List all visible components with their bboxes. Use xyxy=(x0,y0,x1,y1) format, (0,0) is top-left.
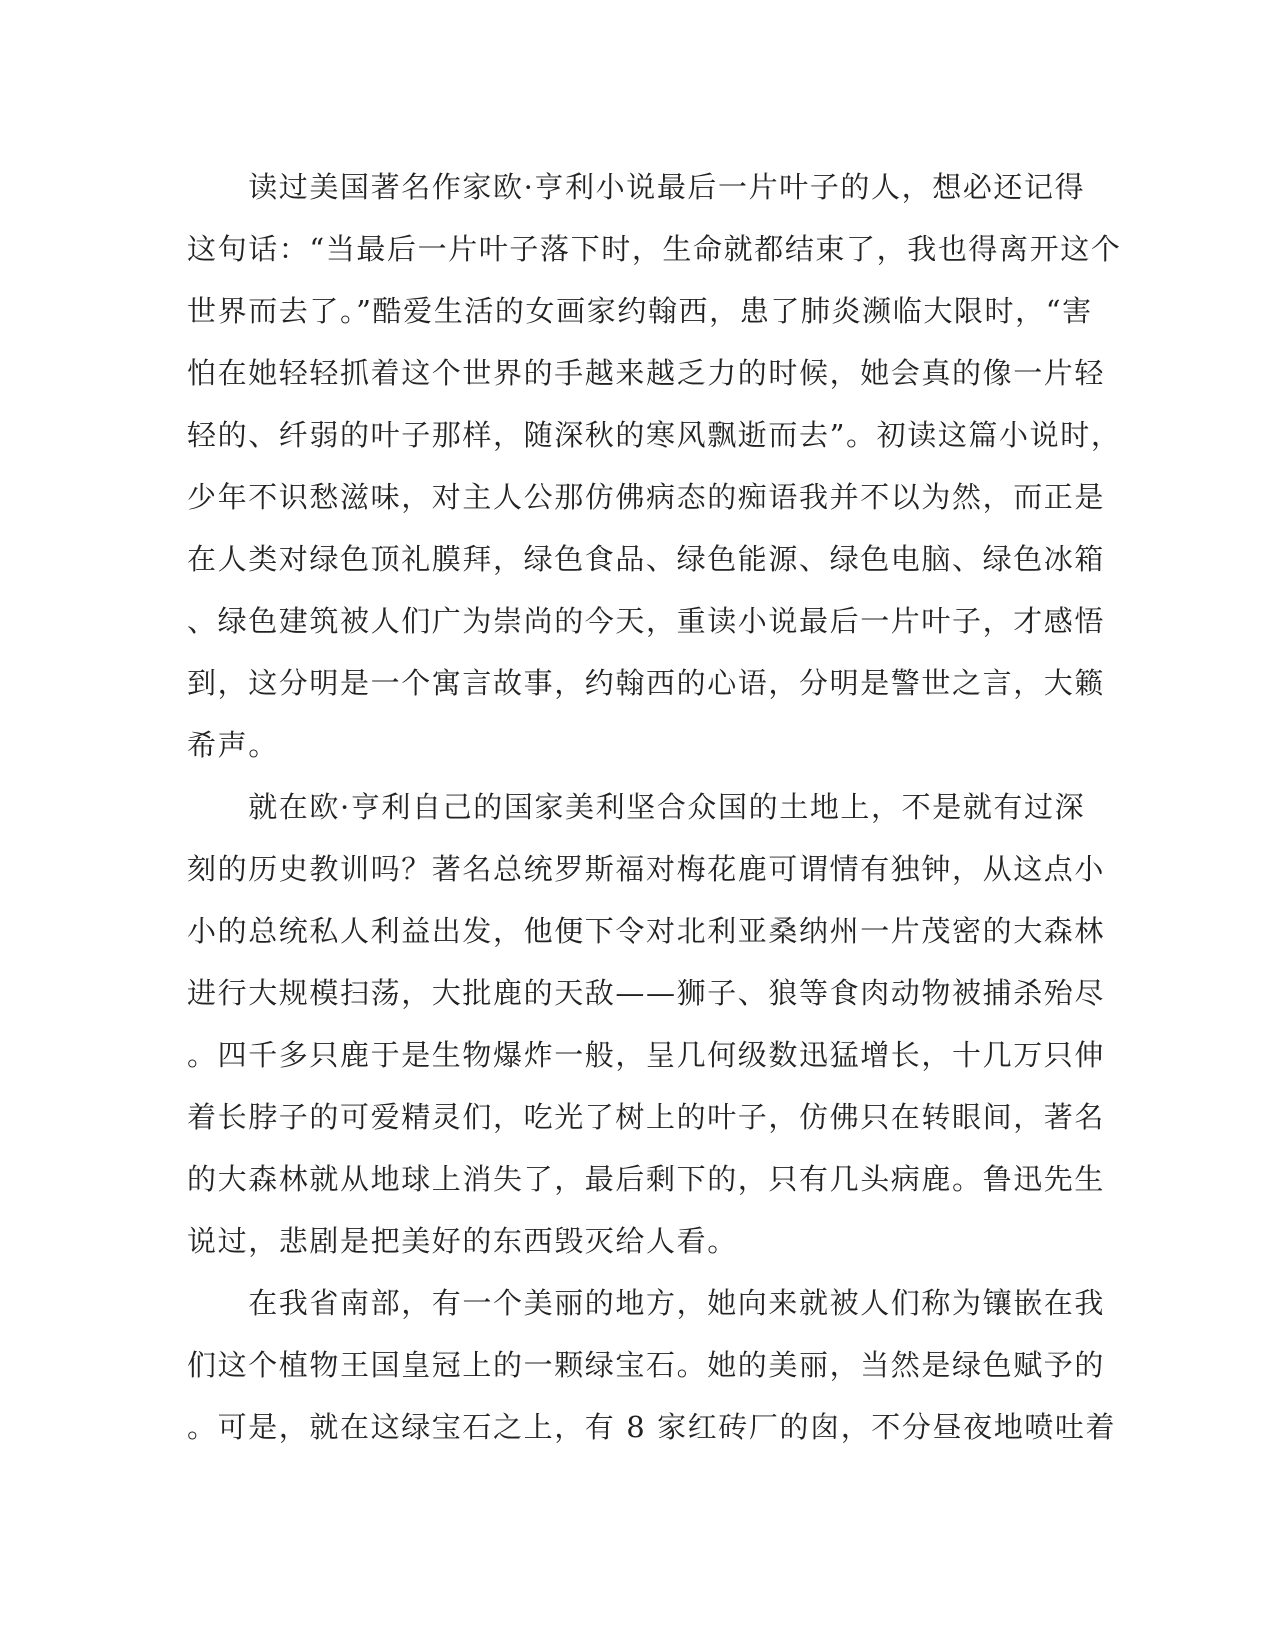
text-line: 。可是，就在这绿宝石之上，有 8 家红砖厂的囱，不分昼夜地喷吐着 xyxy=(187,1410,1117,1444)
text-line: 、绿色建筑被人们广为崇尚的今天，重读小说最后一片叶子，才感悟 xyxy=(187,604,1106,638)
text-line: 在人类对绿色顶礼膜拜，绿色食品、绿色能源、绿色电脑、绿色冰箱 xyxy=(187,542,1106,576)
text-line: 轻的、纤弱的叶子那样，随深秋的寒风飘逝而去”。初读这篇小说时， xyxy=(187,418,1122,452)
text-line: 说过，悲剧是把美好的东西毁灭给人看。 xyxy=(187,1224,738,1258)
text-line: 的大森林就从地球上消失了，最后剩下的，只有几头病鹿。鲁迅先生 xyxy=(187,1162,1106,1196)
text-line: 怕在她轻轻抓着这个世界的手越来越乏力的时候，她会真的像一片轻 xyxy=(187,356,1106,390)
text-line: 希声。 xyxy=(187,728,279,762)
text-line: 少年不识愁滋味，对主人公那仿佛病态的痴语我并不以为然，而正是 xyxy=(187,480,1106,514)
text-line: 进行大规模扫荡，大批鹿的天敌——狮子、狼等食肉动物被捕杀殆尽 xyxy=(187,976,1106,1010)
paragraph-2 xyxy=(187,776,1106,1272)
text-line: 这句话：“当最后一片叶子落下时，生命就都结束了，我也得离开这个 xyxy=(187,232,1122,266)
document-body xyxy=(187,156,1122,1458)
text-line: 。四千多只鹿于是生物爆炸一般，呈几何级数迅猛增长，十几万只伸 xyxy=(187,1038,1106,1072)
text-line: 就在欧·亨利自己的国家美利坚合众国的土地上，不是就有过深 xyxy=(187,790,1086,824)
text-line: 在我省南部，有一个美丽的地方，她向来就被人们称为镶嵌在我 xyxy=(187,1286,1106,1320)
paragraph-1 xyxy=(187,156,1122,776)
text-line: 到，这分明是一个寓言故事，约翰西的心语，分明是警世之言，大籁 xyxy=(187,666,1106,700)
text-line: 小的总统私人利益出发，他便下令对北利亚桑纳州一片茂密的大森林 xyxy=(187,914,1106,948)
paragraph-3 xyxy=(187,1272,1117,1458)
text-line: 刻的历史教训吗？著名总统罗斯福对梅花鹿可谓情有独钟，从这点小 xyxy=(187,852,1106,886)
text-line: 们这个植物王国皇冠上的一颗绿宝石。她的美丽，当然是绿色赋予的 xyxy=(187,1348,1106,1382)
text-line: 读过美国著名作家欧·亨利小说最后一片叶子的人，想必还记得 xyxy=(187,170,1086,204)
text-line: 世界而去了。”酷爱生活的女画家约翰西，患了肺炎濒临大限时，“害 xyxy=(187,294,1093,328)
text-line: 着长脖子的可爱精灵们，吃光了树上的叶子，仿佛只在转眼间，著名 xyxy=(187,1100,1106,1134)
